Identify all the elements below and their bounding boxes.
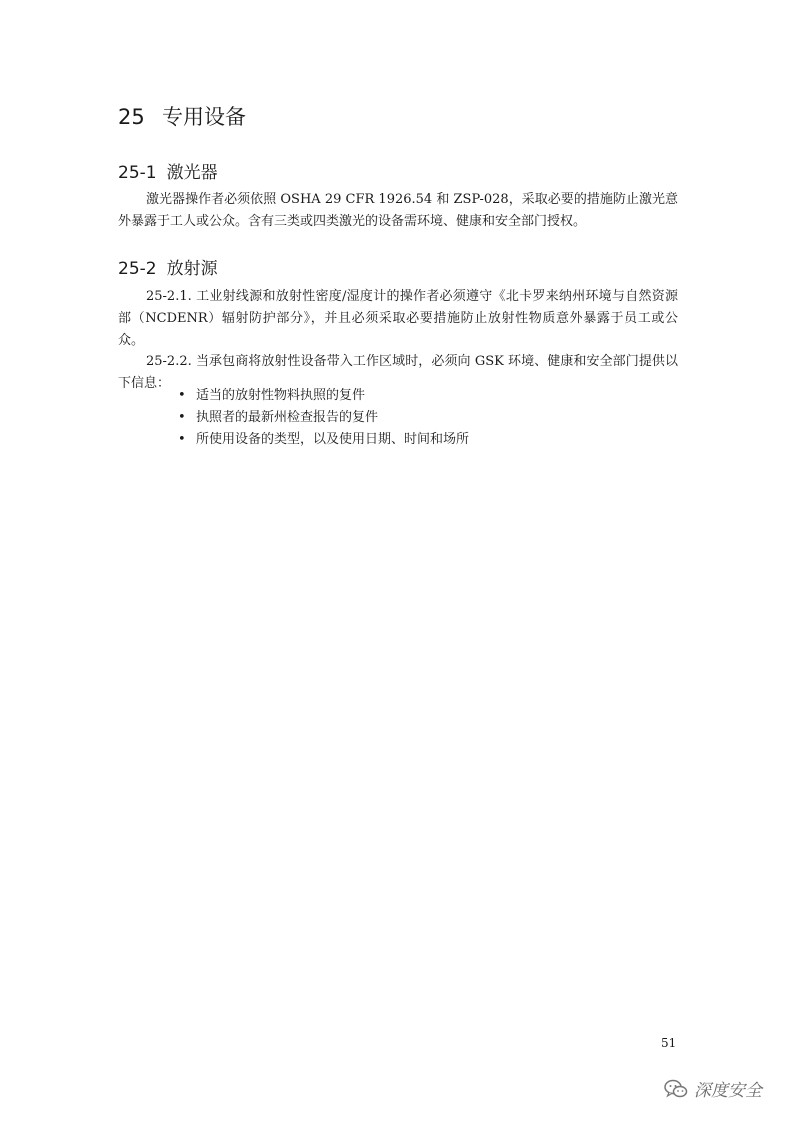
section-number: 25-2 [118, 259, 157, 279]
section-title-radiation [118, 254, 218, 279]
bullet-mark: • [178, 410, 186, 425]
bullet-mark: • [178, 388, 186, 403]
page-number: 51 [661, 1036, 677, 1050]
chapter-title-text: 专用设备 [162, 105, 246, 129]
radiation-paragraph-1: 25-2.1. 工业射线源和放射性密度/湿度计的操作者必须遵守《北卡罗来纳州环境与自然资源部（NCDENR）辐射防护部分》，并且必须采取必要措施防止放射性物质意外暴露于员工或公众。 [118, 289, 678, 348]
info-bullet-list [178, 385, 469, 451]
watermark-text: 深度安全 [694, 1081, 762, 1101]
laser-paragraph: 激光器操作者必须依照 OSHA 29 CFR 1926.54 和 ZSP-028，采取必要的措施防止激光意外暴露于工人或公众。含有三类或四类激光的设备需环境、健康和安全部门授权。 [118, 192, 678, 229]
section-title-laser [118, 158, 218, 183]
list-item-text: 执照者的最新州检查报告的复件 [196, 410, 379, 425]
chapter-number: 25 [118, 105, 145, 129]
bullet-mark: • [178, 432, 186, 447]
list-item-text: 所使用设备的类型，以及使用日期、时间和场所 [196, 432, 470, 447]
list-item-text: 适当的放射性物料执照的复件 [196, 388, 366, 403]
section-title-text: 放射源 [166, 259, 218, 279]
section-number: 25-1 [118, 163, 157, 183]
chapter-title [118, 101, 246, 131]
list-item [178, 385, 469, 407]
section-title-text: 激光器 [166, 163, 218, 183]
list-item [178, 407, 469, 429]
radiation-paragraph-2: 25-2.2. 当承包商将放射性设备带入工作区域时，必须向 GSK 环境、健康和安全部门提供以下信息： [118, 354, 678, 391]
wechat-icon [664, 1079, 688, 1099]
watermark [664, 1076, 762, 1101]
list-item [178, 429, 469, 451]
